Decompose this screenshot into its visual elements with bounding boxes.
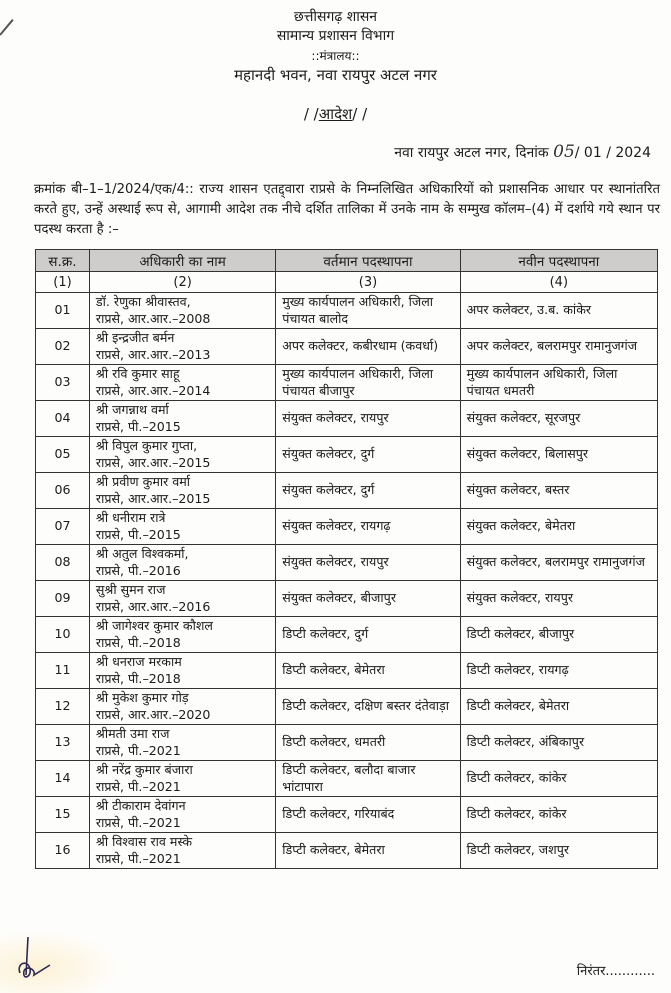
date-place: नवा रायपुर अटल नगर, दिनांक [394,145,549,161]
column-number: (2) [89,272,275,293]
officer-cell [89,725,275,761]
current-posting: डिप्टी कलेक्टर, बेमेतरा [276,833,460,869]
officer-service: राप्रसे, पी.–2021 [95,742,181,758]
officer-service: राप्रसे, पी.–2021 [95,778,181,794]
officer-service: राप्रसे, पी.–2018 [95,670,181,686]
table-row [36,617,658,653]
serial-number: 16 [36,833,90,869]
table-row [36,689,658,725]
serial-number: 15 [36,797,90,833]
date-rest: / 01 / 2024 [574,145,651,161]
table-row [36,653,658,689]
serial-number: 06 [36,473,90,509]
officer-name: श्री विपुल कुमार गुप्ता, [95,438,198,453]
officer-cell [89,293,275,329]
officer-name: श्री अतुल विश्वकर्मा, [95,546,189,561]
officer-name: श्री धनराज मरकाम [95,654,182,669]
officer-service: राप्रसे, आर.आर.–2014 [95,382,211,398]
officer-service: राप्रसे, पी.–2016 [95,562,181,578]
current-posting: संयुक्त कलेक्टर, दुर्ग [276,473,460,509]
table-row [36,509,658,545]
date-line [394,142,651,162]
new-posting: संयुक्त कलेक्टर, सूरजपुर [460,401,657,437]
date-day-handwritten: 05 [553,142,575,162]
table-row [36,761,658,797]
header-current-posting: वर्तमान पदस्थापना [276,250,460,272]
officer-cell [89,797,275,833]
new-posting: संयुक्त कलेक्टर, रायपुर [460,581,657,617]
current-posting: मुख्य कार्यपालन अधिकारी, जिला पंचायत बालोद [276,293,460,329]
ministry-label: ::मंत्रालय:: [311,49,360,63]
officer-service: राप्रसे, आर.आर.–2016 [95,598,211,614]
table-row [36,545,658,581]
officer-name: श्री इन्द्रजीत बर्मन [95,330,175,345]
new-posting: संयुक्त कलेक्टर, बिलासपुर [460,437,657,473]
officer-name: श्री जगन्नाथ वर्मा [95,402,169,417]
current-posting: डिप्टी कलेक्टर, बेमेतरा [276,653,460,689]
officer-name: सुश्री सुमन राज [95,582,166,597]
new-posting: अपर कलेक्टर, उ.ब. कांकेर [460,293,657,329]
new-posting: डिप्टी कलेक्टर, जशपुर [460,833,657,869]
new-posting: अपर कलेक्टर, बलरामपुर रामानुजगंज [460,329,657,365]
serial-number: 09 [36,581,90,617]
officer-cell [89,329,275,365]
current-posting: मुख्य कार्यपालन अधिकारी, जिला पंचायत बीजापुर [276,365,460,401]
order-paragraph: क्रमांक बी–1–1/2024/एक/4:: राज्य शासन एतद्द्वारा राप्रसे के निम्नलिखित अधिकारियों को प्रशासनिक आधार पर स्थानांतरित करते हुए, उन्हें अस्थाई रूप से, आगामी आदेश तक नीचे दर्शित तालिका में उनके नाम के सम्मुख कॉलम–(4) में दर्शाये गये स्थान पर पदस्थ करता है :– [34,182,660,237]
officer-service: राप्रसे, आर.आर.–2020 [95,706,211,722]
officer-cell [89,401,275,437]
serial-number: 01 [36,293,90,329]
officer-service: राप्रसे, पी.–2021 [95,814,181,830]
table-row [36,581,658,617]
table-row [36,293,658,329]
officer-name: श्री प्रवीण कुमार वर्मा [95,474,191,489]
officer-name: श्री नरेंद्र कुमार बंजारा [95,762,193,777]
continued-note: निरंतर............ [576,964,655,979]
current-posting: संयुक्त कलेक्टर, रायपुर [276,545,460,581]
officer-cell [89,689,275,725]
table-header-row [36,250,658,272]
officer-service: राप्रसे, आर.आर.–2015 [95,490,211,506]
officer-cell [89,581,275,617]
current-posting: डिप्टी कलेक्टर, धमतरी [276,725,460,761]
new-posting: संयुक्त कलेक्टर, बलरामपुर रामानुजगंज [460,545,657,581]
new-posting: मुख्य कार्यपालन अधिकारी, जिला पंचायत धमतरी [460,365,657,401]
officer-service: राप्रसे, आर.आर.–2015 [95,454,211,470]
officer-name: श्री मुकेश कुमार गोड़ [95,690,189,705]
officer-service: राप्रसे, पी.–2018 [95,634,181,650]
officer-name: श्री रवि कुमार साहू [95,366,180,381]
serial-number: 12 [36,689,90,725]
table-row [36,437,658,473]
serial-number: 04 [36,401,90,437]
current-posting: संयुक्त कलेक्टर, रायगढ़ [276,509,460,545]
table-row [36,329,658,365]
officer-service: राप्रसे, पी.–2021 [95,850,181,866]
officer-cell [89,545,275,581]
table-row [36,725,658,761]
officer-name: श्री टीकाराम देवांगन [95,798,186,813]
officer-cell [89,365,275,401]
table-row [36,833,658,869]
officer-service: राप्रसे, आर.आर.–2008 [95,310,211,326]
officer-name: श्री विश्वास राव मस्के [95,834,193,849]
officer-cell [89,509,275,545]
order-title-label: आदेश [318,105,353,123]
column-number: (4) [460,272,657,293]
serial-number: 07 [36,509,90,545]
serial-number: 13 [36,725,90,761]
column-number: (3) [276,272,460,293]
new-posting: डिप्टी कलेक्टर, अंबिकापुर [460,725,657,761]
column-number: (1) [36,272,90,293]
current-posting: अपर कलेक्टर, कबीरधाम (कवर्धा) [276,329,460,365]
current-posting: संयुक्त कलेक्टर, बीजापुर [276,581,460,617]
serial-number: 08 [36,545,90,581]
current-posting: संयुक्त कलेक्टर, रायपुर [276,401,460,437]
table-row [36,401,658,437]
new-posting: संयुक्त कलेक्टर, बेमेतरा [460,509,657,545]
column-number-row [36,272,658,293]
officer-name: श्री धनीराम रात्रे [95,510,166,525]
officer-service: राप्रसे, आर.आर.–2013 [95,346,211,362]
officer-name: डॉ. रेणुका श्रीवास्तव, [95,294,191,309]
officer-service: राप्रसे, पी.–2015 [95,418,181,434]
transfer-table [35,249,658,869]
current-posting: डिप्टी कलेक्टर, दुर्ग [276,617,460,653]
government-name: छत्तीसगढ़ शासन [293,9,378,25]
signature-initials [14,935,54,985]
serial-number: 03 [36,365,90,401]
officer-cell [89,761,275,797]
department-name: सामान्य प्रशासन विभाग [276,28,395,44]
order-title-suffix: / / [352,105,368,123]
current-posting: डिप्टी कलेक्टर, बलौदा बाजार भांटापारा [276,761,460,797]
officer-name: श्रीमती उमा राज [95,726,170,741]
officer-cell [89,617,275,653]
current-posting: संयुक्त कलेक्टर, दुर्ग [276,437,460,473]
office-address: महानदी भवन, नवा रायपुर अटल नगर [234,66,437,84]
serial-number: 14 [36,761,90,797]
header-serial: स.क्र. [36,250,90,272]
serial-number: 11 [36,653,90,689]
officer-cell [89,833,275,869]
table-row [36,797,658,833]
serial-number: 05 [36,437,90,473]
header-new-posting: नवीन पदस्थापना [460,250,657,272]
order-title-prefix: / / [303,105,319,123]
new-posting: डिप्टी कलेक्टर, बेमेतरा [460,689,657,725]
order-title [0,104,671,124]
officer-cell [89,437,275,473]
table-row [36,365,658,401]
table-row [36,473,658,509]
new-posting: डिप्टी कलेक्टर, बीजापुर [460,617,657,653]
new-posting: डिप्टी कलेक्टर, कांकेर [460,797,657,833]
officer-cell [89,473,275,509]
current-posting: डिप्टी कलेक्टर, गरियाबंद [276,797,460,833]
serial-number: 10 [36,617,90,653]
new-posting: संयुक्त कलेक्टर, बस्तर [460,473,657,509]
officer-service: राप्रसे, पी.–2015 [95,526,181,542]
new-posting: डिप्टी कलेक्टर, रायगढ़ [460,653,657,689]
officer-name: श्री जागेश्वर कुमार कौशल [95,618,213,633]
serial-number: 02 [36,329,90,365]
current-posting: डिप्टी कलेक्टर, दक्षिण बस्तर दंतेवाड़ा [276,689,460,725]
new-posting: डिप्टी कलेक्टर, कांकेर [460,761,657,797]
officer-cell [89,653,275,689]
header-officer-name: अधिकारी का नाम [89,250,275,272]
